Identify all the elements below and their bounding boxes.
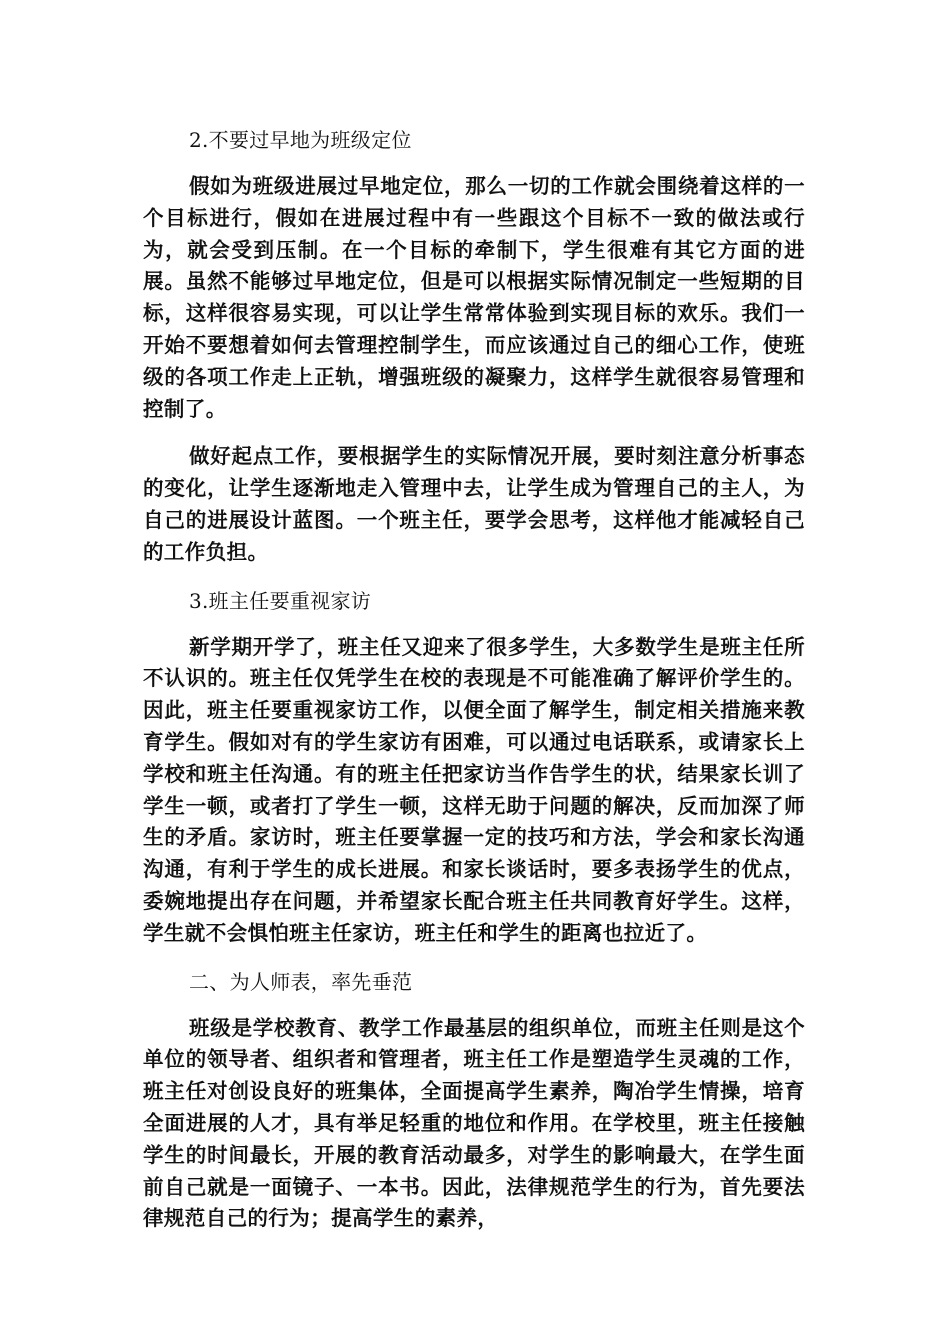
body-paragraph: 班级是学校教育、教学工作最基层的组织单位，而班主任则是这个单位的领导者、组织者和管理者，班主任工作是塑造学生灵魂的工作，班主任对创设良好的班集体，全面提高学生素养，陶冶学生情操，培育全面进展的人才，具有举足轻重的地位和作用。在学校里，班主任接触学生的时间最长，开展的教育活动最多，对学生的影响最大，在学生面前自己就是一面镜子、一本书。因此，法律规范学生的行为，首先要法律规范自己的行为；提高学生的素养，	[143, 1015, 805, 1231]
body-paragraph: 假如为班级进展过早地定位，那么一切的工作就会围绕着这样的一个目标进行，假如在进展过程中有一些跟这个目标不一致的做法或行为，就会受到压制。在一个目标的牵制下，学生很难有其它方面的进展。虽然不能够过早地定位，但是可以根据实际情况制定一些短期的目标，这样很容易实现，可以让学生常常体验到实现目标的欢乐。我们一开始不要想着如何去管理控制学生，而应该通过自己的细心工作，使班级的各项工作走上正轨，增强班级的凝聚力，这样学生就很容易管理和控制了。	[143, 174, 805, 421]
spacer	[143, 950, 805, 966]
section-heading: 二、为人师表，率先垂范	[189, 969, 413, 994]
section-heading: 3.班主任要重视家访	[189, 588, 372, 613]
spacer	[143, 999, 805, 1013]
section-heading: 2.不要过早地为班级定位	[189, 128, 412, 152]
body-paragraph: 做好起点工作，要根据学生的实际情况开展，要时刻注意分析事态的变化，让学生逐渐地走入管理中去，让学生成为管理自己的主人，为自己的进展设计蓝图。一个班主任，要学会思考，这样他才能减轻自己的工作负担。	[143, 444, 805, 564]
body-paragraph: 新学期开学了，班主任又迎来了很多学生，大多数学生是班主任所不认识的。班主任仅凭学生在校的表现是不可能准确了解评价学生的。因此，班主任要重视家访工作，以便全面了解学生，制定相关措施来教育学生。假如对有的学生家访有困难，可以通过电话联系，或请家长上学校和班主任沟通。有的班主任把家访当作告学生的状，结果家长训了学生一顿，或者打了学生一顿，这样无助于问题的解决，反而加深了师生的矛盾。家访时，班主任要掌握一定的技巧和方法，学会和家长沟通沟通，有利于学生的成长进展。和家长谈话时，要多表扬学生的优点，委婉地提出存在问题，并希望家长配合班主任共同教育好学生。这样，学生就不会惧怕班主任家访，班主任和学生的距离也拉近了。	[143, 634, 805, 945]
spacer	[143, 618, 805, 632]
spacer	[143, 569, 805, 585]
document-page	[143, 124, 805, 1235]
spacer	[143, 425, 805, 441]
spacer	[143, 157, 805, 171]
